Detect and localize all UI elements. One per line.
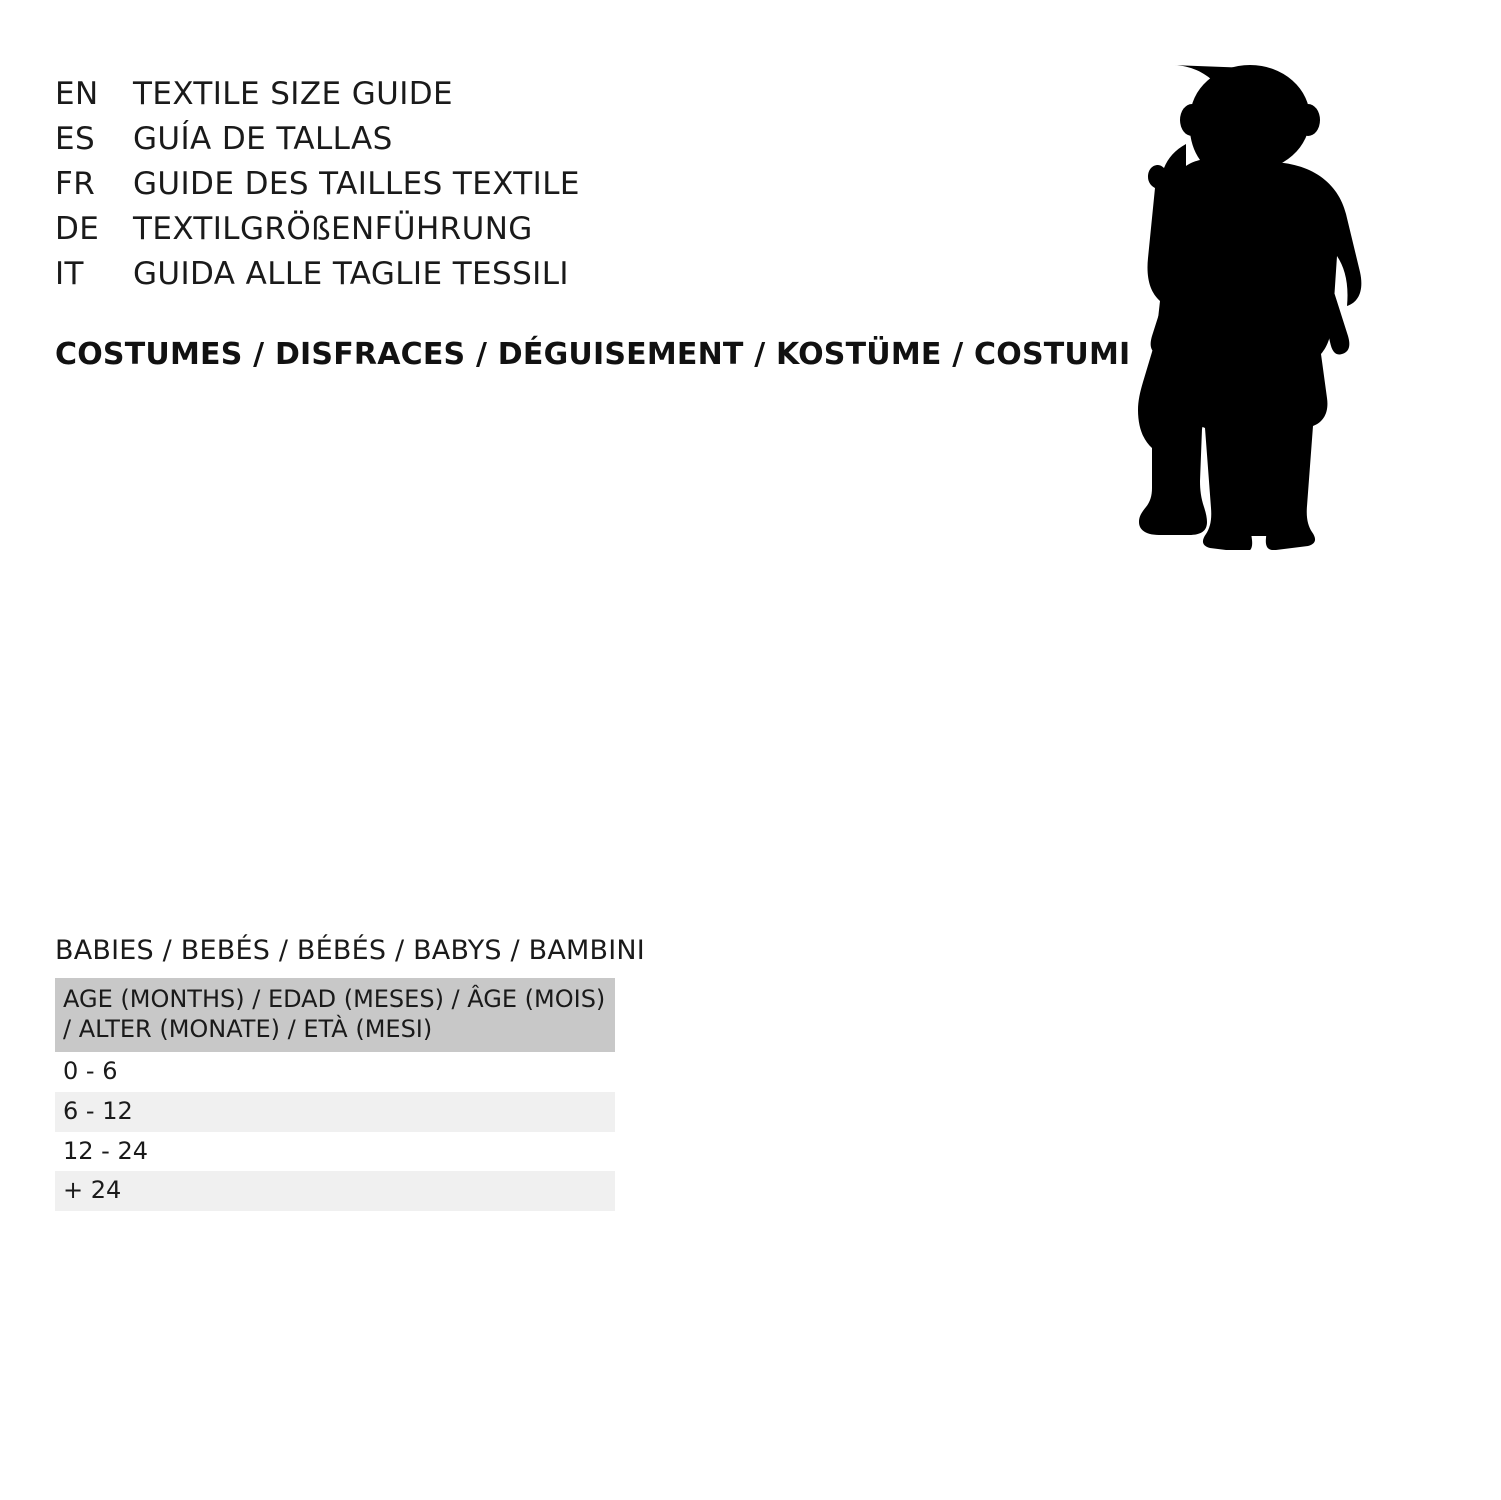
language-title-fr: GUIDE DES TAILLES TEXTILE: [133, 166, 580, 202]
language-code-en: EN: [55, 76, 99, 112]
toddler-silhouette-icon: [1100, 60, 1400, 550]
cell-age-6-12: 6 - 12: [55, 1092, 615, 1132]
table-row: [55, 1092, 615, 1132]
language-title-block: [55, 76, 955, 301]
table-header-row: [55, 978, 615, 1052]
language-title-it: GUIDA ALLE TAGLIE TESSILI: [133, 256, 569, 292]
language-title-de: TEXTILGRÖßENFÜHRUNG: [133, 211, 533, 247]
size-table: [55, 978, 615, 1211]
language-code-it: IT: [55, 256, 84, 292]
column-header-age: AGE (MONTHS) / EDAD (MESES) / ÂGE (MOIS) / ALTER (MONATE) / ETÀ (MESI): [55, 978, 615, 1052]
section-title: COSTUMES / DISFRACES / DÉGUISEMENT / KOSTÜME / COSTUMI: [55, 337, 1131, 372]
language-code-fr: FR: [55, 166, 96, 202]
table-row: [55, 1171, 615, 1211]
cell-age-12-24: 12 - 24: [55, 1132, 615, 1172]
language-code-es: ES: [55, 121, 96, 157]
size-table-head: [55, 978, 615, 1052]
language-code-de: DE: [55, 211, 100, 247]
language-row-fr: [55, 166, 955, 211]
size-table-block: [55, 935, 645, 1211]
language-row-es: [55, 121, 955, 166]
table-row: [55, 1052, 615, 1092]
table-row: [55, 1132, 615, 1172]
language-title-en: TEXTILE SIZE GUIDE: [133, 76, 454, 112]
size-table-body: [55, 1052, 615, 1211]
language-row-it: [55, 256, 955, 301]
language-row-de: [55, 211, 955, 256]
language-row-en: [55, 76, 955, 121]
cell-age-0-6: 0 - 6: [55, 1052, 615, 1092]
cell-age-plus-24: + 24: [55, 1171, 615, 1211]
table-caption: BABIES / BEBÉS / BÉBÉS / BABYS / BAMBINI: [55, 935, 645, 966]
language-title-es: GUÍA DE TALLAS: [133, 121, 393, 157]
